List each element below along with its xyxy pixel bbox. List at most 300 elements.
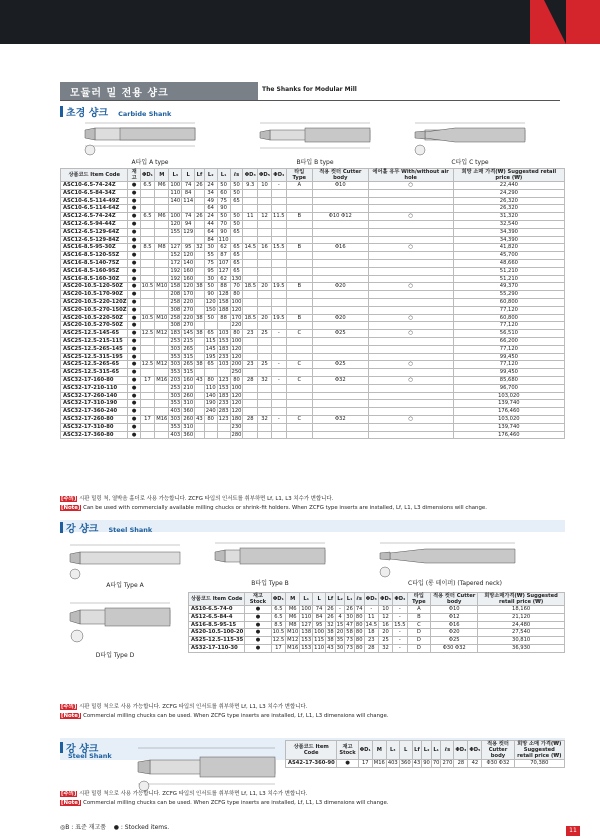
table-cell: 77,120 <box>453 345 564 353</box>
table-cell: 10.5 <box>141 283 154 290</box>
table-cell: M6 <box>155 213 169 221</box>
item-code: ASC12-6.5-74-24Z <box>61 213 128 221</box>
steel-c-caption: C타입 (롱 테이퍼) (Tapered neck) <box>408 580 502 587</box>
page-number: 11 <box>566 826 580 836</box>
carbide-b-caption: B타입 B type <box>296 159 334 166</box>
table-cell <box>286 337 312 345</box>
table-cell: ● <box>128 376 140 384</box>
table-row <box>61 182 565 190</box>
table-cell: 23 <box>364 637 379 645</box>
table-cell: 66,200 <box>453 337 564 345</box>
table-cell <box>272 252 287 260</box>
table-cell <box>258 369 272 377</box>
table-cell <box>258 408 272 416</box>
table-header: L₂ <box>335 593 345 606</box>
table-cell: 110 <box>218 236 229 243</box>
table-cell: 139,740 <box>453 400 564 408</box>
table-cell: 38 <box>196 361 203 368</box>
table-header: L₂ <box>422 741 432 760</box>
table-cell: 88 <box>217 314 230 322</box>
table-cell: 28 <box>243 376 258 384</box>
table-cell: 220 <box>183 298 194 305</box>
table-cell: 77,120 <box>453 322 564 330</box>
table-cell: 280 <box>231 431 242 438</box>
table-cell <box>195 189 205 197</box>
item-code: ASC20-10.5-120-50Z <box>61 283 128 291</box>
table-cell <box>368 197 453 205</box>
table-cell: 10.5 <box>141 314 154 321</box>
table-cell: 17 <box>358 760 372 768</box>
table-cell: ○ <box>368 361 453 369</box>
table-cell <box>258 306 272 314</box>
table-cell <box>140 431 155 439</box>
table-cell: 152 <box>170 252 181 259</box>
table-cell <box>286 408 312 416</box>
table-cell <box>313 205 369 213</box>
table-cell: 9.3 <box>243 182 258 190</box>
table-header: 상품코드 Item Code <box>61 169 128 182</box>
table-cell <box>313 252 369 260</box>
table-cell <box>155 431 169 439</box>
table-cell <box>313 337 369 345</box>
table-cell <box>258 345 272 353</box>
table-header: M <box>155 169 169 182</box>
table-cell: ● <box>128 361 140 369</box>
item-code: ASC32-17-310-80 <box>61 423 128 431</box>
table-cell <box>313 400 369 408</box>
table-cell: 26 <box>196 182 203 188</box>
table-cell <box>258 220 272 228</box>
table-cell: 27,540 <box>478 629 565 637</box>
table-cell: 11 <box>243 213 258 221</box>
table-cell: 32 <box>258 415 272 423</box>
table-cell <box>286 252 312 260</box>
table-cell: - <box>393 629 408 637</box>
item-code: ASC12-6.5-129-84Z <box>61 236 128 244</box>
table-header: ΦD₅ <box>379 593 393 606</box>
table-cell <box>258 337 272 345</box>
table-cell <box>272 291 287 299</box>
table-cell <box>286 400 312 408</box>
table-cell <box>243 228 258 236</box>
table-cell <box>272 345 287 353</box>
table-cell <box>140 298 155 306</box>
table-header: 재고 <box>128 169 140 182</box>
table-cell <box>258 322 272 330</box>
table-cell <box>243 267 258 275</box>
table-cell: 15 <box>336 621 344 628</box>
table-cell <box>182 205 195 213</box>
table-cell <box>286 322 312 330</box>
table-cell: 103 <box>218 361 229 368</box>
table-cell <box>140 275 155 283</box>
table-cell <box>272 275 287 283</box>
table-cell <box>286 189 312 197</box>
steel-c-type-drawing <box>375 538 525 580</box>
item-code: ASC32-17-160-80 <box>61 376 128 384</box>
item-code: ASC32-17-260-80 <box>61 415 128 423</box>
table-cell: ○ <box>368 314 453 322</box>
carbide-a-type-drawing <box>80 118 200 158</box>
table-cell <box>195 228 205 236</box>
table-cell <box>368 306 453 314</box>
table-cell: Φ30 Φ32 <box>482 760 514 768</box>
table-cell: 100 <box>170 213 181 220</box>
table-cell <box>195 306 205 314</box>
table-cell <box>230 205 243 213</box>
title-divider <box>60 100 560 101</box>
table-cell: 12.5 <box>141 330 154 337</box>
table-cell <box>243 353 258 361</box>
top-banner <box>0 0 600 44</box>
table-cell: 180 <box>231 415 242 422</box>
table-header: 타입 Type <box>286 169 312 182</box>
table-cell: 80 <box>230 330 243 338</box>
table-cell: 49 <box>204 197 217 205</box>
table-cell: 70,380 <box>514 760 564 768</box>
table-cell <box>368 408 453 416</box>
table-cell <box>204 431 217 439</box>
table-cell: 155 <box>170 228 181 235</box>
table-cell: 233 <box>218 353 229 360</box>
table-cell: ● <box>337 760 358 768</box>
table-cell: 270 <box>183 306 194 313</box>
table-cell: 123 <box>218 415 229 422</box>
table-cell: 25 <box>379 637 393 645</box>
table-cell: C <box>407 621 431 629</box>
carbide-section-title: 초경 샹크 Carbide Shank <box>60 104 171 119</box>
table-cell <box>204 369 217 377</box>
table-cell: 100 <box>231 384 242 391</box>
table-cell <box>243 220 258 228</box>
table-cell: 94 <box>182 220 195 228</box>
table-row <box>61 213 565 221</box>
table-cell: 315 <box>183 353 194 360</box>
table-cell: 12.5 <box>272 637 285 644</box>
table-cell <box>313 431 369 439</box>
table-cell: 160 <box>183 275 194 282</box>
table-cell: 90 <box>423 760 430 766</box>
table-cell <box>195 197 205 205</box>
table-cell: 353 <box>170 369 181 376</box>
table-header: ΦD₅ <box>468 741 482 760</box>
table-cell <box>140 400 155 408</box>
table-row <box>61 220 565 228</box>
table-cell: 14.5 <box>244 244 257 251</box>
table-cell: 50 <box>204 314 217 322</box>
table-cell <box>243 345 258 353</box>
table-cell: 30 <box>204 275 217 283</box>
steel2-section-title: 강 샹크 <box>60 740 98 755</box>
table-cell: 20 <box>379 629 393 637</box>
table-cell <box>272 236 287 244</box>
table-header: ℓs <box>354 593 364 606</box>
table-cell: 43 <box>413 760 421 766</box>
table-cell: ● <box>128 384 140 392</box>
table-cell: 176,460 <box>453 431 564 439</box>
table-cell <box>195 259 205 267</box>
table-cell: 153 <box>218 337 229 344</box>
table-row <box>61 423 565 431</box>
table-cell: 18,160 <box>478 606 565 614</box>
table-cell <box>155 197 169 205</box>
table-cell <box>258 189 272 197</box>
table-header: L₃ <box>169 169 182 182</box>
table-header: L₁ <box>300 593 313 606</box>
table-cell: ● <box>128 275 140 283</box>
table-cell <box>140 306 155 314</box>
table-cell: 107 <box>218 259 229 266</box>
item-code: AS10-6.5-74-0 <box>189 606 245 614</box>
table-cell <box>368 252 453 260</box>
table-cell <box>258 400 272 408</box>
item-code: ASC10-6.5-114-49Z <box>61 197 128 205</box>
table-cell: - <box>393 613 408 621</box>
table-cell <box>155 369 169 377</box>
table-cell <box>243 252 258 260</box>
table-cell: 28 <box>454 760 468 768</box>
table-cell: ● <box>128 353 140 361</box>
table-cell: 253 <box>170 337 181 344</box>
table-cell: Φ12 <box>431 613 478 621</box>
table-cell: 192 <box>170 267 181 274</box>
table-cell <box>195 322 205 330</box>
steel-a-caption: A타입 Type A <box>106 582 144 589</box>
table-header: L₂ <box>204 169 217 182</box>
table-cell <box>368 267 453 275</box>
table-cell: M16 <box>373 760 385 766</box>
table-header: 재고 Stock <box>337 741 358 760</box>
table-cell <box>368 353 453 361</box>
table-cell <box>243 205 258 213</box>
table-header: ΦD₁ <box>358 741 372 760</box>
table-cell <box>272 322 287 330</box>
table-cell <box>286 267 312 275</box>
table-header: 적용 컷터 Cutter body <box>482 741 514 760</box>
steel-section-title: 강 샹크 Steel Shank <box>60 520 152 535</box>
table-cell: 56,510 <box>453 330 564 338</box>
table-cell: 127 <box>301 621 312 628</box>
table-cell: Φ10 <box>431 606 478 614</box>
table-cell: 303 <box>170 361 181 368</box>
table-cell <box>140 369 155 377</box>
table-cell <box>195 337 205 345</box>
table-cell <box>195 423 205 431</box>
table-cell <box>243 306 258 314</box>
table-cell: ● <box>128 283 140 291</box>
table-cell <box>286 423 312 431</box>
table-cell <box>155 291 169 299</box>
table-cell: ● <box>128 423 140 431</box>
table-cell: 170 <box>231 314 242 321</box>
table-cell: 360 <box>183 408 194 415</box>
steel-b-type-drawing <box>210 538 330 580</box>
table-header: 타입 Type <box>407 593 431 606</box>
table-row <box>61 197 565 205</box>
table-cell: 353 <box>170 353 181 360</box>
table-cell: ● <box>128 244 140 252</box>
table-cell: 230 <box>231 423 242 430</box>
table-cell: 315 <box>183 369 194 376</box>
steel2-drawing <box>130 742 280 792</box>
table-cell <box>313 220 369 228</box>
table-cell: 120 <box>231 353 242 360</box>
table-cell: 8.5 <box>140 244 155 252</box>
table-cell: - <box>272 330 287 338</box>
table-cell: 30 <box>336 644 344 651</box>
table-cell: Φ10 <box>313 182 369 190</box>
table-cell: 47 <box>346 621 353 628</box>
table-cell: ● <box>128 252 140 260</box>
table-cell: 50 <box>230 189 243 197</box>
table-header: ΦD₄ <box>272 169 287 182</box>
table-cell: 103,020 <box>453 415 564 423</box>
table-cell: 65 <box>230 197 243 205</box>
table-cell: 90 <box>217 228 230 236</box>
table-cell: M16 <box>287 644 299 651</box>
table-cell: ● <box>128 322 140 330</box>
table-cell <box>195 369 205 377</box>
table-cell: 403 <box>170 408 181 415</box>
table-cell <box>243 236 258 244</box>
table-cell <box>243 431 258 439</box>
table-cell <box>313 423 369 431</box>
table-cell: 74 <box>313 606 326 614</box>
table-cell: 4 <box>335 613 345 621</box>
item-code: ASC20-10.5-270-50Z <box>61 322 128 330</box>
table-cell <box>272 353 287 361</box>
table-cell: 34,390 <box>453 228 564 236</box>
table-cell: 99,450 <box>453 353 564 361</box>
table-header: ΦD₁ <box>271 593 286 606</box>
table-cell <box>272 431 287 439</box>
table-header: ΦD₃ <box>364 593 379 606</box>
table-cell: 65 <box>230 228 243 236</box>
item-code: ASC20-10.5-220-50Z <box>61 314 128 322</box>
table-cell: ● <box>128 431 140 439</box>
table-cell: Φ20 <box>431 629 478 637</box>
table-cell <box>258 431 272 439</box>
table-cell <box>313 369 369 377</box>
table-cell: 64 <box>204 228 217 236</box>
table-header: L <box>399 741 412 760</box>
table-cell: 65 <box>230 259 243 267</box>
table-cell: 65 <box>204 330 217 338</box>
table-cell: 51,210 <box>453 275 564 283</box>
item-code: AS20-10.5-100-20 <box>189 629 245 637</box>
table-header: 희망 소매 가격(₩) Suggested retail price (₩) <box>453 169 564 182</box>
table-row <box>189 644 565 652</box>
item-code: ASC32-17-260-140 <box>61 392 128 400</box>
table-cell: - <box>393 637 408 645</box>
table-cell: 308 <box>170 306 181 313</box>
table-cell: 188 <box>218 306 229 313</box>
table-cell: ● <box>128 298 140 306</box>
table-row <box>61 228 565 236</box>
table-row <box>61 189 565 197</box>
table-row <box>61 353 565 361</box>
table-cell <box>243 197 258 205</box>
table-cell: ● <box>128 369 140 377</box>
table-cell: A <box>407 606 431 614</box>
table-cell: M12 <box>156 330 168 337</box>
table-cell <box>243 369 258 377</box>
table-cell: Φ20 <box>313 283 369 291</box>
table-cell: 360 <box>183 431 194 438</box>
table-cell: ● <box>128 337 140 345</box>
table-cell <box>313 322 369 330</box>
table-header: L₁ <box>345 593 355 606</box>
table-cell <box>368 431 453 439</box>
table-row <box>61 267 565 275</box>
table-cell: 26 <box>327 606 334 612</box>
table-cell: 100 <box>231 337 242 344</box>
table-cell <box>155 205 169 213</box>
table-cell: 55,290 <box>453 291 564 299</box>
table-cell <box>258 275 272 283</box>
page-title: 모듈러 밀 전용 샹크 <box>60 82 258 100</box>
steel-d-type-drawing <box>65 598 175 646</box>
table-cell <box>258 205 272 213</box>
table-header: 희망소매가격(₩) Suggested retail price (₩) <box>478 593 565 606</box>
table-cell: 123 <box>218 376 229 383</box>
table-cell <box>155 236 169 244</box>
table-cell: 403 <box>170 431 181 438</box>
table-cell: 60 <box>217 189 230 197</box>
table-cell <box>313 267 369 275</box>
table-cell: 84 <box>204 236 217 244</box>
carbide-shank-table <box>60 168 565 439</box>
table-cell: M6 <box>155 182 169 190</box>
table-cell: 115 <box>205 337 216 344</box>
page-subtitle: The Shanks for Modular Mill <box>262 86 357 93</box>
table-cell: ● <box>245 621 271 629</box>
table-cell: 95 <box>313 621 326 629</box>
table-cell: 17 <box>140 415 155 423</box>
table-cell <box>243 408 258 416</box>
table-cell: 26,320 <box>453 205 564 213</box>
table-cell <box>243 337 258 345</box>
table-row <box>61 392 565 400</box>
table-header: M <box>286 593 300 606</box>
item-code: AS16-8.5-95-15 <box>189 621 245 629</box>
table-cell: 208 <box>170 291 181 298</box>
table-cell: 153 <box>301 637 312 644</box>
table-cell: 70 <box>230 283 243 291</box>
table-cell <box>368 400 453 408</box>
table-row <box>61 314 565 322</box>
table-cell: 265 <box>183 361 194 368</box>
table-cell <box>313 408 369 416</box>
table-cell: 130 <box>231 275 242 282</box>
table-cell: 120 <box>231 345 242 352</box>
table-cell: 403 <box>387 760 398 766</box>
table-cell: 145 <box>183 330 194 337</box>
table-cell: 160 <box>183 267 194 274</box>
table-cell <box>195 384 205 392</box>
table-cell: 32 <box>327 621 334 628</box>
table-cell <box>195 408 205 416</box>
table-cell <box>140 384 155 392</box>
table-row <box>61 376 565 384</box>
table-cell: B <box>286 314 312 322</box>
table-cell: 26 <box>346 606 353 612</box>
table-cell: 303 <box>170 415 181 422</box>
table-row <box>189 613 565 621</box>
table-cell: ○ <box>368 415 453 423</box>
item-code: AS25-12.5-115-35 <box>189 637 245 645</box>
table-cell <box>286 306 312 314</box>
